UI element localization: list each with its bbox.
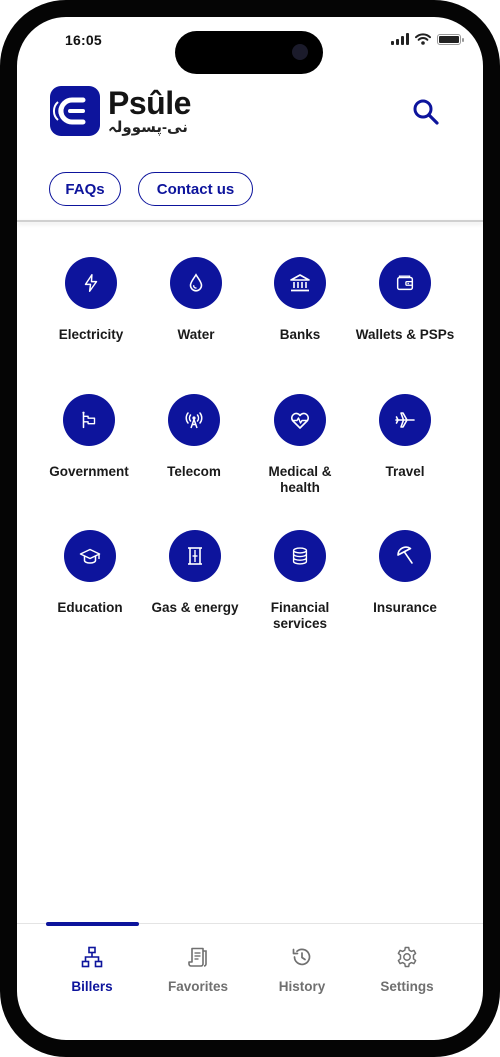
search-icon	[412, 98, 440, 126]
category-travel[interactable]	[353, 394, 457, 480]
tab-label: History	[278, 979, 326, 994]
header-divider	[17, 220, 483, 222]
water-drop-icon	[170, 257, 222, 309]
category-banks[interactable]	[248, 257, 352, 343]
category-financial-services[interactable]	[248, 530, 352, 632]
category-label: Wallets & PSPs	[355, 327, 455, 342]
heart-pulse-icon	[274, 394, 326, 446]
tab-billers[interactable]	[42, 945, 142, 994]
gas-energy-icon	[169, 530, 221, 582]
category-label: Education	[57, 600, 123, 615]
antenna-icon	[168, 394, 220, 446]
receipt-icon	[186, 945, 210, 969]
category-label: Travel	[385, 464, 425, 479]
cellular-signal-icon	[391, 33, 409, 45]
graduation-cap-icon	[64, 530, 116, 582]
tab-favorites[interactable]	[148, 945, 248, 994]
history-icon	[290, 945, 314, 969]
active-tab-indicator	[46, 922, 139, 926]
status-time: 16:05	[65, 32, 102, 48]
category-electricity[interactable]	[39, 257, 143, 343]
category-medical-health[interactable]	[248, 394, 352, 496]
tab-label: Favorites	[167, 979, 229, 994]
flag-icon	[63, 394, 115, 446]
camera-icon	[292, 44, 308, 60]
category-label: Financial services	[270, 600, 330, 631]
category-label: Insurance	[373, 600, 437, 615]
gear-icon	[395, 945, 419, 969]
category-label: Water	[177, 327, 215, 342]
app-screen	[17, 17, 483, 1040]
coins-stack-icon	[274, 530, 326, 582]
wifi-icon	[415, 33, 431, 45]
search-button[interactable]	[409, 95, 443, 129]
category-government[interactable]	[37, 394, 141, 480]
tab-settings[interactable]	[357, 945, 457, 994]
contact-us-button[interactable]: Contact us	[138, 172, 253, 206]
hierarchy-icon	[80, 945, 104, 969]
wallet-icon	[379, 257, 431, 309]
logo-subtitle: نی-پسوولہ	[108, 118, 188, 136]
status-icons	[391, 33, 461, 45]
tab-history[interactable]	[252, 945, 352, 994]
category-label: Government	[49, 464, 129, 479]
category-label: Telecom	[167, 464, 221, 479]
category-label: Medical & health	[268, 464, 332, 495]
category-education[interactable]	[38, 530, 142, 616]
category-telecom[interactable]	[142, 394, 246, 480]
category-label: Gas & energy	[151, 600, 239, 615]
battery-icon	[437, 34, 461, 45]
bank-icon	[274, 257, 326, 309]
tab-label: Settings	[380, 979, 434, 994]
umbrella-icon	[379, 530, 431, 582]
logo-mark-icon	[50, 86, 100, 136]
app-logo	[50, 86, 191, 136]
airplane-icon	[379, 394, 431, 446]
category-gas-energy[interactable]	[143, 530, 247, 616]
category-label: Banks	[279, 327, 321, 342]
category-wallets-psps[interactable]	[353, 257, 457, 343]
category-insurance[interactable]	[353, 530, 457, 616]
lightning-icon	[65, 257, 117, 309]
category-water[interactable]	[144, 257, 248, 343]
tab-label: Billers	[71, 979, 113, 994]
logo-name: Psûle	[108, 84, 191, 121]
faqs-button[interactable]: FAQs	[49, 172, 121, 206]
category-label: Electricity	[58, 327, 124, 342]
